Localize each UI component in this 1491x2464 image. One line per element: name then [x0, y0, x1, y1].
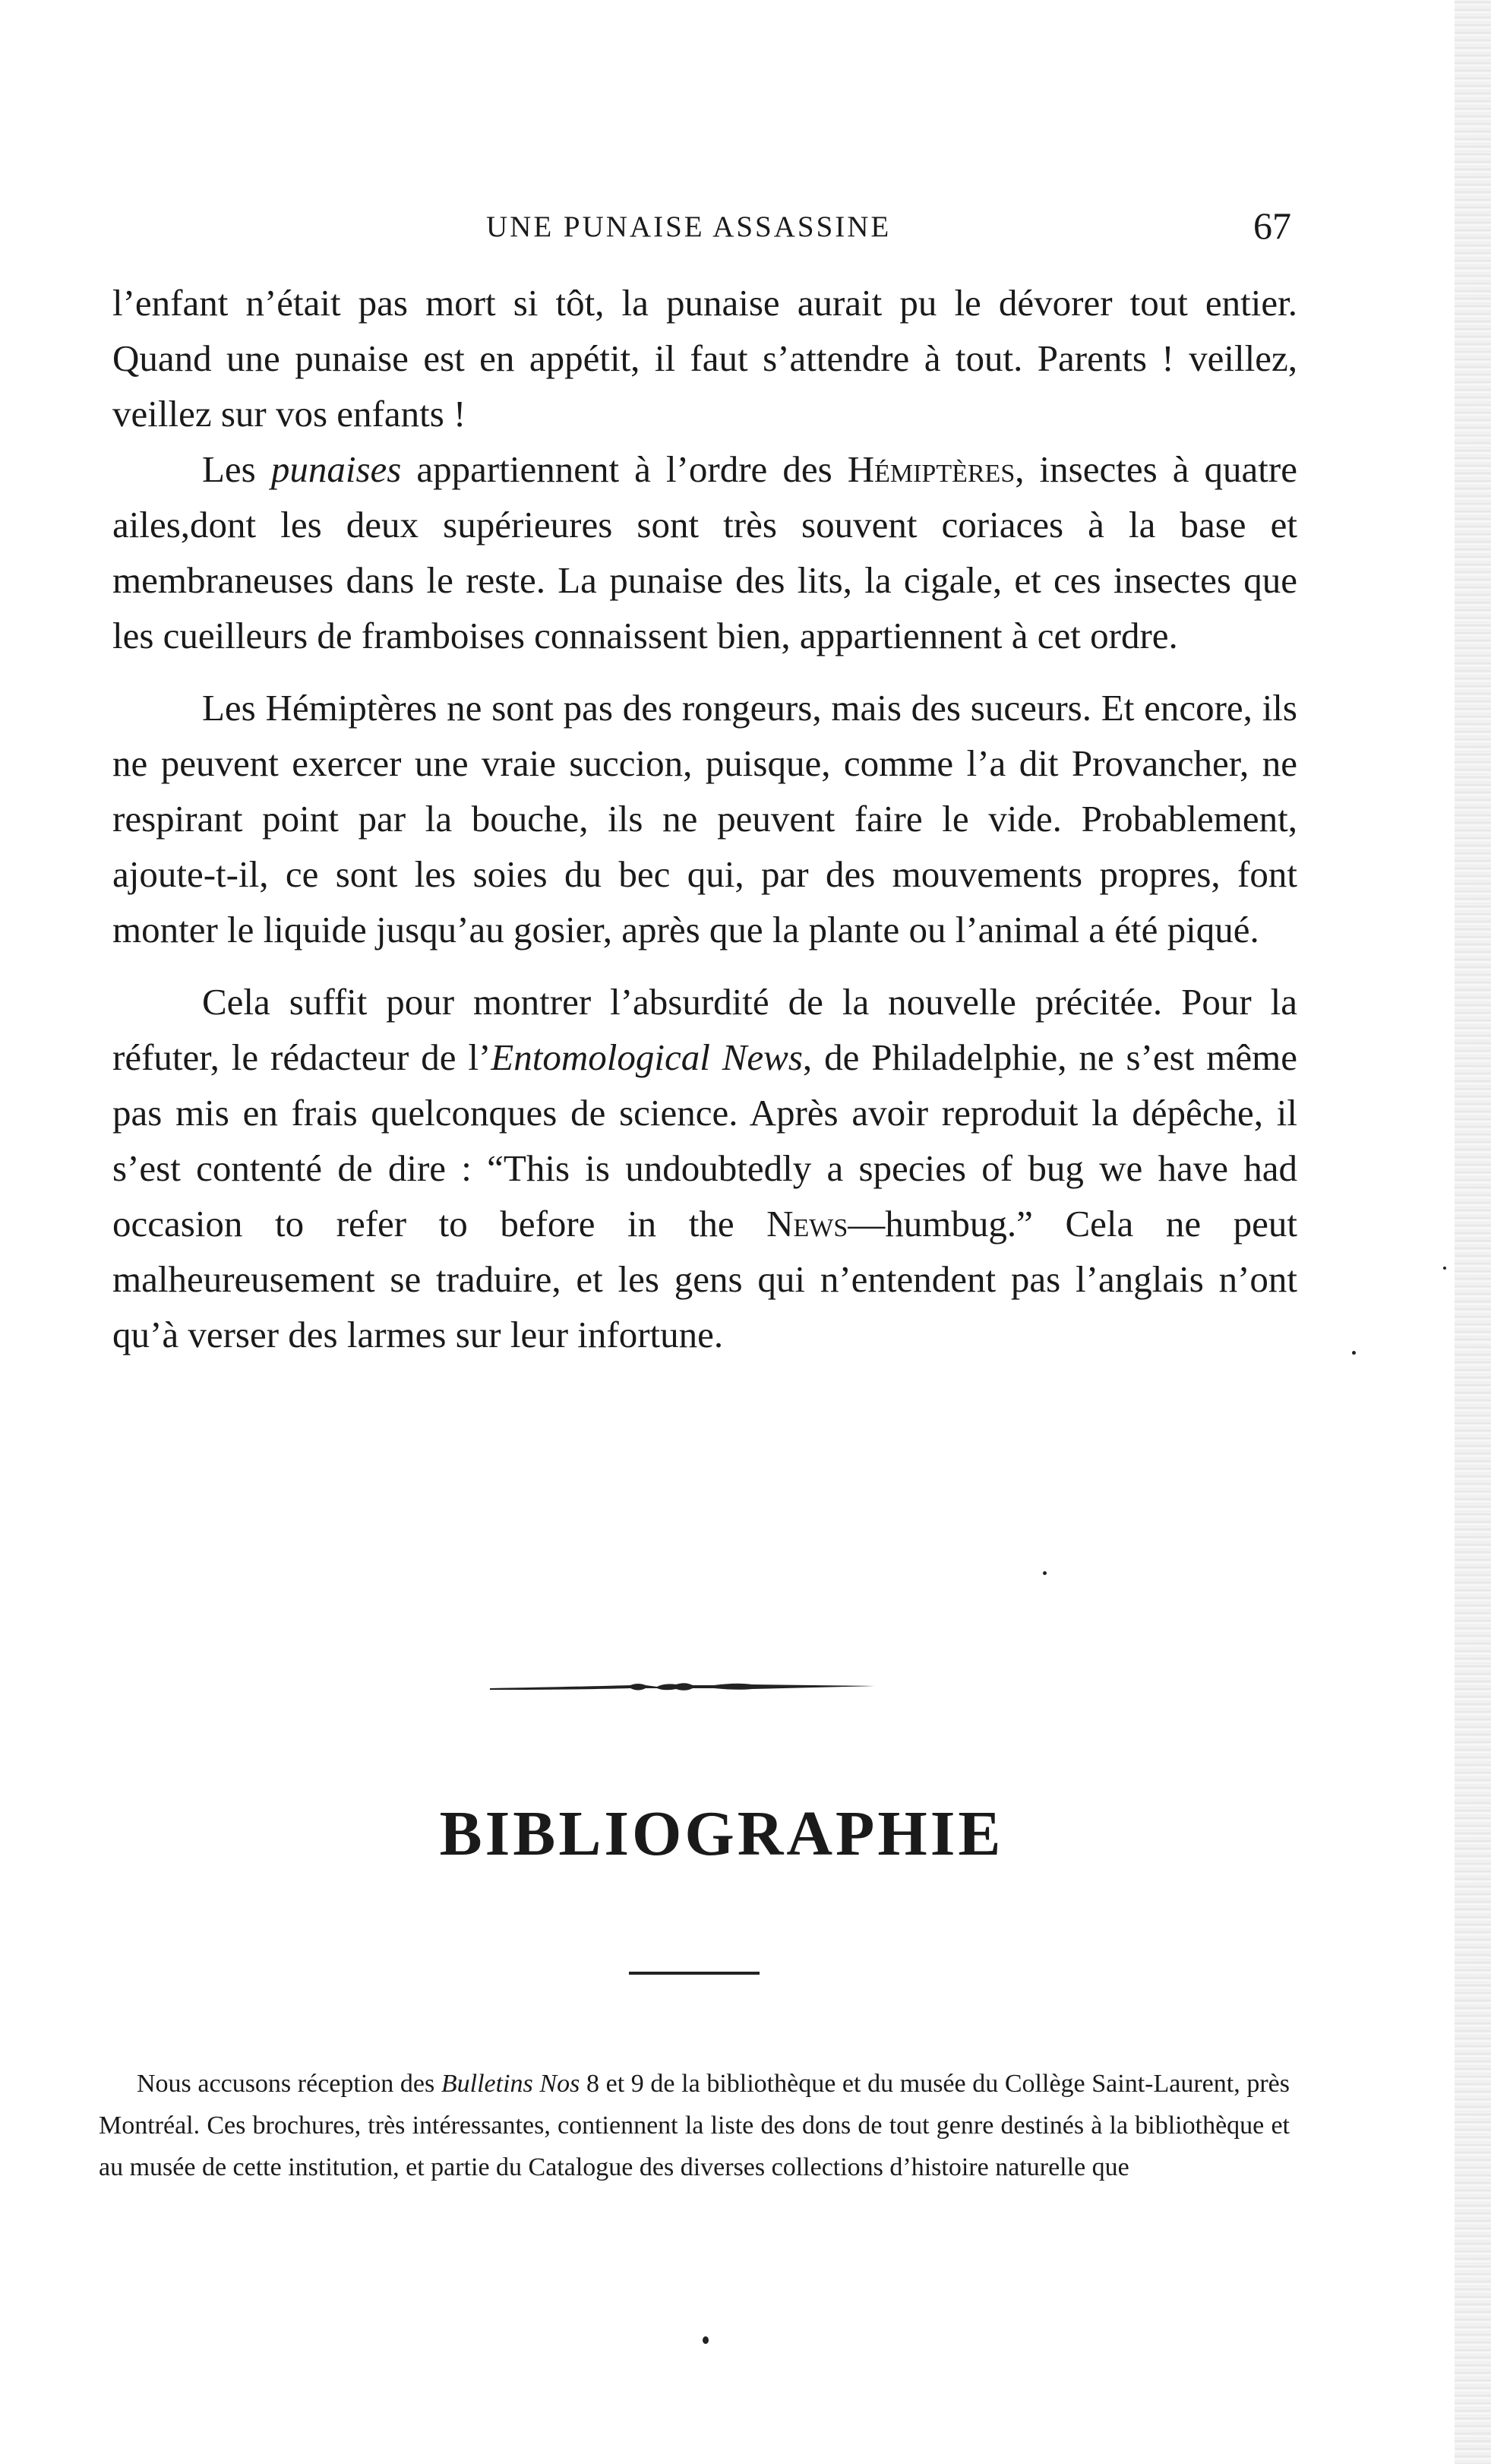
- italic-journal-title: Entomological News: [491, 1036, 803, 1078]
- paragraph-2: [112, 441, 1297, 663]
- body-text: [112, 275, 1297, 1362]
- ink-speck: [1352, 1351, 1356, 1355]
- italic-bulletins: Bulletins Nos: [441, 2070, 580, 2098]
- paragraph-4-end: —humbug.” Cela ne peut malheureusement se traduire, et les gens qui n’entendent pas l’anglais n’ont qu’à verser des larmes sur leur infortune.: [112, 1203, 1297, 1355]
- running-title: UNE PUNAISE ASSASSINE: [486, 210, 892, 243]
- italic-term-punaises: punaises: [270, 448, 402, 490]
- bibliography-text: [99, 2063, 1290, 2188]
- paragraph-3: Les Hémiptères ne sont pas des rongeurs, mais des suceurs. Et encore, ils ne peuvent exercer une vraie succion, puisque, comme l’a dit Provancher, ne respirant point par la bouche, ils ne peuvent faire le vide. Probablement, ajoute-t-il, ce sont les soies du bec qui, par des mouvements propres, font monter le liquide jusqu’au gosier, après que la plante ou l’animal a été piqué.: [112, 687, 1297, 950]
- ink-speck: [1043, 1571, 1047, 1575]
- paragraph-4-start: Cela suffit pour montrer l’absurdité de la nouvelle précitée. Pour la réfuter, le rédacteur de l’: [112, 981, 1297, 1078]
- paragraph-2-end: , insectes à quatre ailes,dont les deux supérieures sont très souvent coriaces à la base et membraneuses dans le reste. La punaise des lits, la cigale, et ces insectes que les cueilleurs de framboises connaissent bien, appartiennent à cet ordre.: [112, 448, 1297, 656]
- paragraph-2-start: Les: [202, 448, 271, 490]
- paragraph-4-mid: , de Philadelphie, ne s’est même pas mis en frais quelconques de science. Après avoir reproduit la dépêche, il s’est contenté de dire : “This is undoubtedly a species of bug we have had occasion to refer to before in the: [112, 1036, 1297, 1245]
- paragraph-4: [112, 974, 1297, 1362]
- page-number: 67: [1253, 204, 1291, 247]
- section-title: BIBLIOGRAPHIE: [439, 1798, 1004, 1869]
- scan-edge: [1455, 0, 1491, 2464]
- note-start: Nous accusons réception des: [137, 2070, 441, 2098]
- ink-speck: [703, 2336, 709, 2344]
- title-rule: [629, 1972, 760, 1975]
- bibliography-note: [99, 2063, 1290, 2188]
- running-header: [114, 204, 1291, 249]
- small-caps-hemipteres: Hémiptères: [847, 448, 1016, 490]
- ornament-divider: [486, 1672, 881, 1702]
- ink-speck: [1443, 1267, 1446, 1270]
- paragraph-2-mid: appartiennent à l’ordre des: [401, 448, 848, 490]
- note-end: 8 et 9 de la bibliothèque et du musée du Collège Saint-Laurent, près Montréal. Ces brochures, très intéressantes, contiennent la liste des dons de tout genre destinés à la bibliothèque et au musée de cette institution, et partie du Catalogue des diverses collections d’histoire naturelle que: [99, 2070, 1290, 2181]
- small-caps-news: News: [766, 1203, 848, 1245]
- paragraph-1: l’enfant n’était pas mort si tôt, la punaise aurait pu le dévorer tout entier. Quand une punaise est en appétit, il faut s’attendre à tout. Parents ! veillez, veillez sur vos enfants !: [112, 282, 1297, 435]
